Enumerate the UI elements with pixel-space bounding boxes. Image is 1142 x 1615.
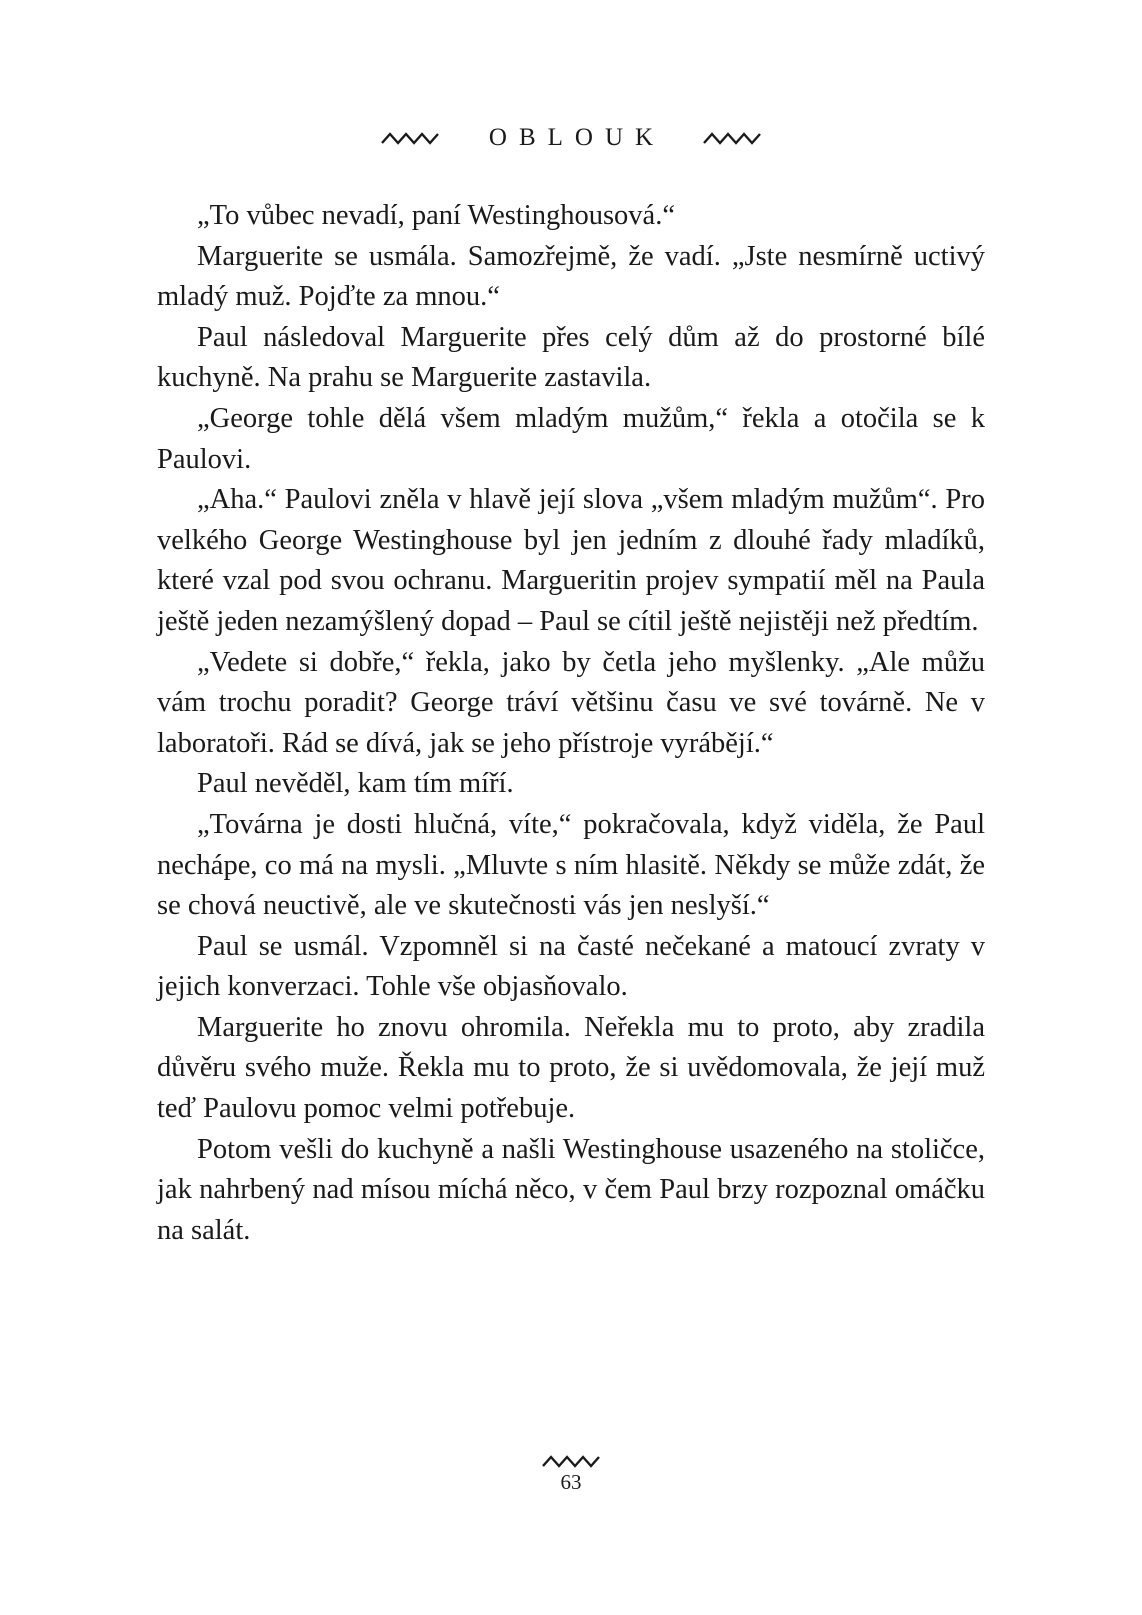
paragraph: „To vůbec nevadí, paní Westinghousová.“ <box>197 200 675 231</box>
paragraph: „Vedete si dobře,“ řekla, jako by četla jeho myšlenky. „Ale můžu vám trochu poradit? George tráví většinu času ve své továrně. Ne v laboratoři. Rád se dívá, jak se jeho přístroje vyrábějí.“ <box>157 646 985 759</box>
zigzag-ornament-icon <box>542 1454 600 1468</box>
paragraph: „George tohle dělá všem mladým mužům,“ řekla a otočila se k Paulovi. <box>157 402 985 475</box>
paragraph: Paul následoval Marguerite přes celý dům až do prostorné bílé kuchyně. Na prahu se Marguerite zastavila. <box>157 321 985 394</box>
body-text <box>157 196 985 1251</box>
running-head <box>0 118 1142 158</box>
paragraph: Paul se usmál. Vzpomněl si na časté nečekané a matoucí zvraty v jejich konverzaci. Tohle vše objasňovalo. <box>157 930 985 1003</box>
page-number: 63 <box>560 1470 582 1494</box>
paragraph: „Továrna je dosti hlučná, víte,“ pokračovala, když viděla, že Paul nechápe, co má na mysli. „Mluvte s ním hlasitě. Někdy se může zdát, že se chová neuctivě, ale ve skutečnosti vás jen neslyší.“ <box>157 808 985 922</box>
zigzag-ornament-icon <box>703 131 761 145</box>
paragraph: „Aha.“ Paulovi zněla v hlavě její slova „všem mladým mužům“. Pro velkého George Westinghouse byl jen jedním z dlouhé řady mladíků, které vzal pod svou ochranu. Margueritin projev sympatií měl na Paula ještě jeden nezamýšlený dopad – Paul se cítil ještě nejistěji než předtím. <box>157 484 985 637</box>
paragraph: Paul nevěděl, kam tím míří. <box>197 768 514 800</box>
zigzag-ornament-icon <box>381 131 439 145</box>
paragraph: Potom vešli do kuchyně a našli Westinghouse usazeného na stoličce, jak nahrbený nad mísou míchá něco, v čem Paul brzy rozpoznal omáčku na salát. <box>157 1133 985 1246</box>
page-footer <box>0 1454 1142 1495</box>
running-head-title: OBLOUK <box>488 124 666 151</box>
paragraph: Marguerite ho znovu ohromila. Neřekla mu to proto, aby zradila důvěru svého muže. Řekla mu to proto, že si uvědomovala, že její muž teď Paulovu pomoc velmi potřebuje. <box>157 1011 985 1125</box>
paragraph: Marguerite se usmála. Samozřejmě, že vadí. „Jste nesmírně uctivý mladý muž. Pojďte za mnou.“ <box>157 240 985 313</box>
